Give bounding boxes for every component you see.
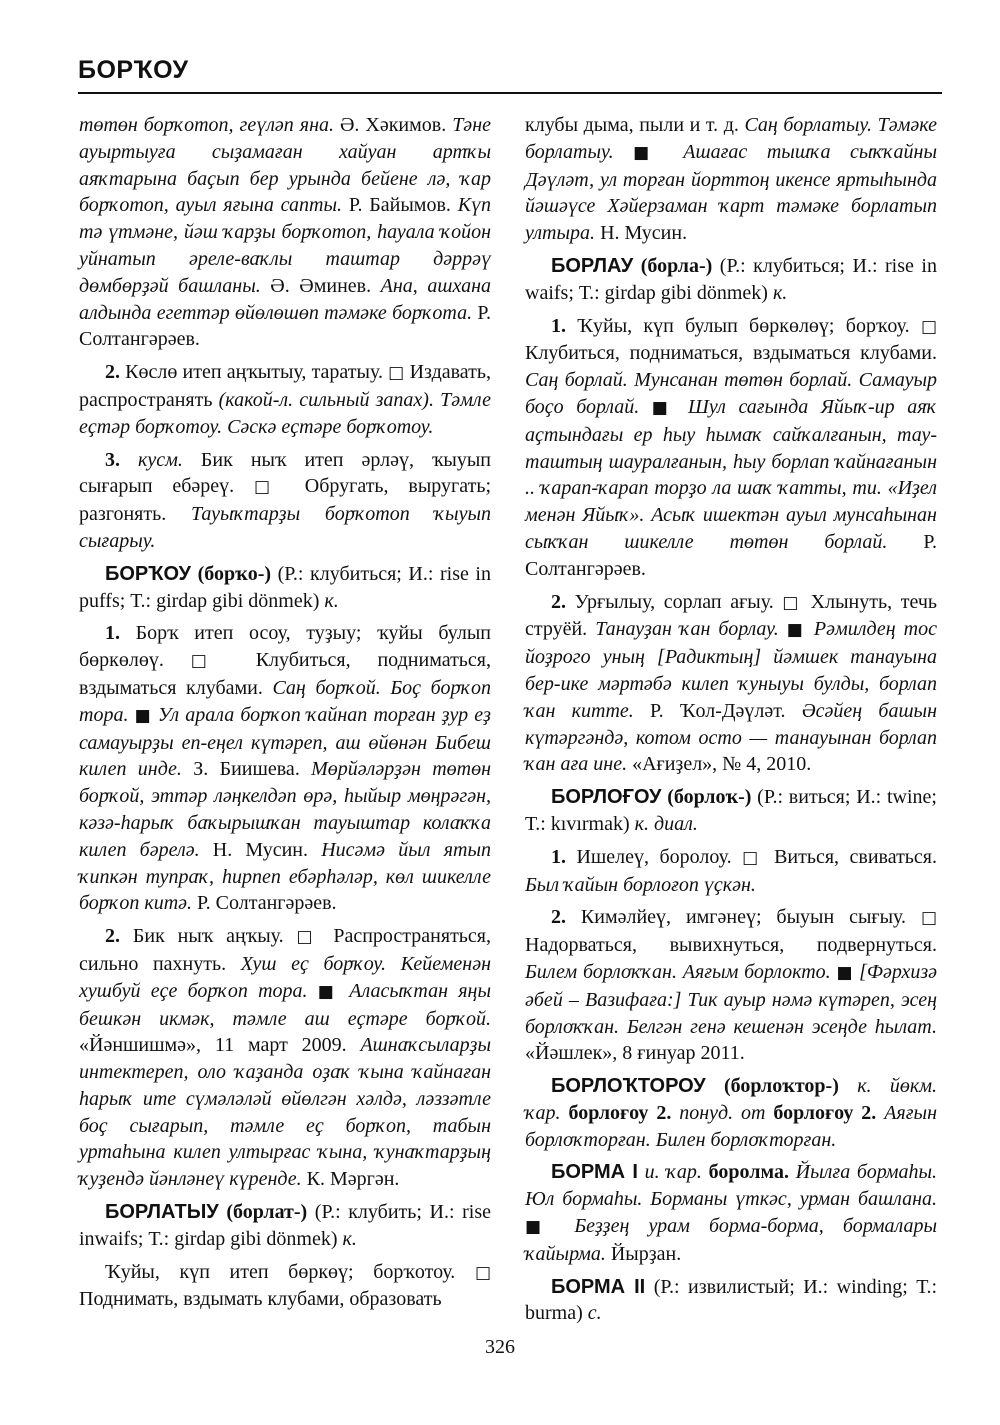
- russian-marker-icon: □: [742, 847, 764, 868]
- russian-marker-icon: □: [920, 908, 937, 929]
- russian-marker-icon: □: [920, 316, 937, 337]
- dictionary-entry-headword: БОРЛАУ (борла-) (Р.: клубиться; И.: rise in waifs; Т.: girdap gibi dönmek) к.: [525, 254, 937, 304]
- russian-marker-icon: □: [782, 592, 803, 613]
- page-header: БОРҠОУ: [78, 56, 189, 84]
- dictionary-entry-headword: БОРЛОҠТОРОУ (борлоҡтор-) к. йөкм. ҡар. борлоғоу 2. понуд. от борлоғоу 2. Аяғын борлоҡторған. Билен борлоҡторған.: [525, 1075, 937, 1151]
- sense-paragraph: 2. Бик ныҡ аңҡыу. □ Распространяться, сильно пахнуть. Хуш еҫ борҡоу. Кейеменән хушбуй еҫе борҡоп тора. ■ Аласыҡтан яңы бешкән икмәк, тәмле аш еҫтәре борҡой. «Йәншишмә», 11 март 2009. Ашнаҡсыларҙы интектереп, оло ҡаҙанда оҙаҡ ҡына ҡайнаған һарыҡ ите сүмәләләй өйөлгән хәлдә, ләззәтле боҫ сығарып, тәмле еҫ борҡоп, табын уртаһына килеп ултырғас ҡына, ҡунаҡтарҙың ҡуҙендә йәнләнеү күренде. К. Мәргән.: [79, 925, 492, 1191]
- example-marker-icon: ■: [786, 620, 806, 641]
- example-marker-icon: ■: [836, 962, 854, 983]
- russian-marker-icon: □: [254, 477, 285, 498]
- dictionary-entry-headword: БОРЛАТЫУ (борлат-) (Р.: клубить; И.: rise inwaifs; Т.: girdap gibi dönmek) к.: [79, 1201, 492, 1250]
- example-marker-icon: ■: [525, 1217, 556, 1238]
- example-marker-icon: ■: [134, 705, 152, 726]
- example-marker-icon: ■: [651, 397, 676, 418]
- entry-continuation: клубы дыма, пыли и т. д. Саң борлатыу. Тәмәке борлатыу. ■ Ашағас тышҡа сыҡҡайны Дәүләт, ул торған йорттоң икенсе яртыһында йәшәүсе Хәйерзаман ҡарт тәмәке борлатып ултыра. Н. Мусин.: [525, 114, 938, 245]
- header-rule: [78, 92, 942, 94]
- page-number: 326: [485, 1336, 515, 1358]
- dictionary-entry-headword: БОРЛОҒОУ (борлоҡ-) (Р.: виться; И.: twine; Т.: kıvırmak) к. диал.: [525, 786, 937, 835]
- example-marker-icon: ■: [633, 142, 664, 163]
- dictionary-entry-headword: БОРМА II (Р.: извилистый; И.: winding; Т.: burma) с.: [525, 1275, 938, 1325]
- sense-paragraph: 3. кусм. Бик ныҡ итеп әрләү, ҡыуып сығарып ебәреү. □ Обругать, выругать; разгонять. Тауыҡтарҙы борҡотоп ҡыуып сығарыу.: [79, 448, 492, 552]
- russian-marker-icon: □: [388, 363, 405, 384]
- russian-marker-icon: □: [296, 927, 321, 948]
- entry-continuation: төтөн борҡотоп, геүләп яна. Ә. Хәкимов. Тәне ауыртыуға сыҙамаған хайуан артҡы аяҡтарына баҫып бер урында бейене лә, ҡар борҡотоп, ауыл яғына сапты. Р. Байымов. Күп тә үтмәне, йәш ҡарҙы борҡотоп, һауала ҡойон уйнатып әреле-ваҡлы таштар дәррәү дөмбөрҙәй башланы. Ә. Әминев. Ана, ашхана алдында егеттәр өйөлөшөп тәмәке борҡота. Р. Солтангәрәев.: [79, 114, 492, 351]
- sense-paragraph: 1. Борҡ итеп осоу, туҙыу; ҡуйы булып бөркөлөү. □ Клубиться, подниматься, вздыматься клубами. Саң борҡой. Боҫ борҡоп тора. ■ Ул арала борҡоп ҡайнап торған ҙур еҙ самауырҙы еп-еңел күтәреп, аш өйөнән Бибеш килеп инде. З. Биишева. Мөрйәләрҙән төтөн борҡой, эттәр ләңкелдәп өрә, һыйыр мөңрәгән, кәзә-һарыҡ баҡырышҡан тауыштар колаҡҡа килеп бәрелә. Н. Мусин. Нисәмә йыл ятып ҡипкән тупраҡ, һирпеп ебәрһәләр, көл шикелле борҡоп китә. Р. Солтангәрәев.: [79, 622, 492, 915]
- dictionary-entry-headword: БОРҠОУ (борҡо-) (Р.: клубиться; И.: rise in puffs; Т.: girdap gibi dönmek) к.: [79, 562, 491, 612]
- russian-marker-icon: □: [190, 651, 229, 672]
- sense-paragraph: 2. Кимәлйеү, имгәнеү; быуын сығыу. □ Надорваться, вывихнуться, подвернуться. Билем борлоҡҡан. Аяғым борлокто. ■ [Фәрхизә әбей – Вазифаға:] Тик ауыр нәмә күтәреп, эсең борлоҡҡан. Белгән генә кешенән эсеңде һылат. «Йәшлек», 8 ғинуар 2011.: [525, 906, 937, 1065]
- dictionary-entry-headword: БОРМА I и. ҡар. боролма. Йылға бормаһы. Юл бормаһы. Борманы үткәс, урман башлана. ■ Беҙҙең урам борма-борма, бормалары ҡайырма. Йырҙан.: [525, 1161, 938, 1265]
- example-marker-icon: ■: [317, 981, 340, 1002]
- sense-paragraph: 1. Ҡуйы, күп булып бөркөлөү; борҡоу. □ Клубиться, подниматься, вздыматься клубами. Саң борлай. Мунсанан төтөн борлай. Самауыр боҫо борлай. ■ Шул сағында Яйыҡ-ир аяҡ аҫтындағы ер һыу һымаҡ сайҡалғанын, тау-таштың шауралғанын, һыу борлап ҡайнағанын .. ҡарап-ҡарап торҙо ла шаҡ ҡатты, ти. «Иҙел менән Яйыҡ». Асыҡ ишектән ауыл мунсаһынан сыҡҡан шикелле төтөн борлай. Р. Солтангәрәев.: [525, 314, 938, 580]
- sense-paragraph: 2. Көслө итеп аңҡытыу, таратыу. □ Издавать, распространять (какой-л. сильный запах). Тәмле еҫтәр борҡотоу. Сәскә еҫтәре борҡотоу.: [79, 361, 492, 438]
- sense-paragraph: 1. Ишелеү, боролоу. □ Виться, свиваться. Был ҡайын борлоғоп үҫкән.: [525, 845, 938, 896]
- right-column: [525, 112, 937, 1333]
- left-column: [79, 112, 491, 1319]
- russian-marker-icon: □: [474, 1262, 491, 1283]
- sense-paragraph: 2. Урғылыу, сорлап ағыу. □ Хлынуть, течь струёй. Танауҙан ҡан борлау. ■ Рәмилдең тос йоҙрого уның [Радиктың] йәмшек танауына бер-ике мәртәбә килеп ҡуныуы булды, борлап ҡан китте. Р. Ҡол-Дәүләт. Әсәйең башын күтәргәндә, котом осто — танауынан борлап ҡан аға ине. «Ағиҙел», № 4, 2010.: [525, 590, 938, 776]
- sense-paragraph: Ҡуйы, күп итеп бөркөү; борҡотоу. □ Поднимать, вздымать клубами, образовать: [79, 1260, 491, 1311]
